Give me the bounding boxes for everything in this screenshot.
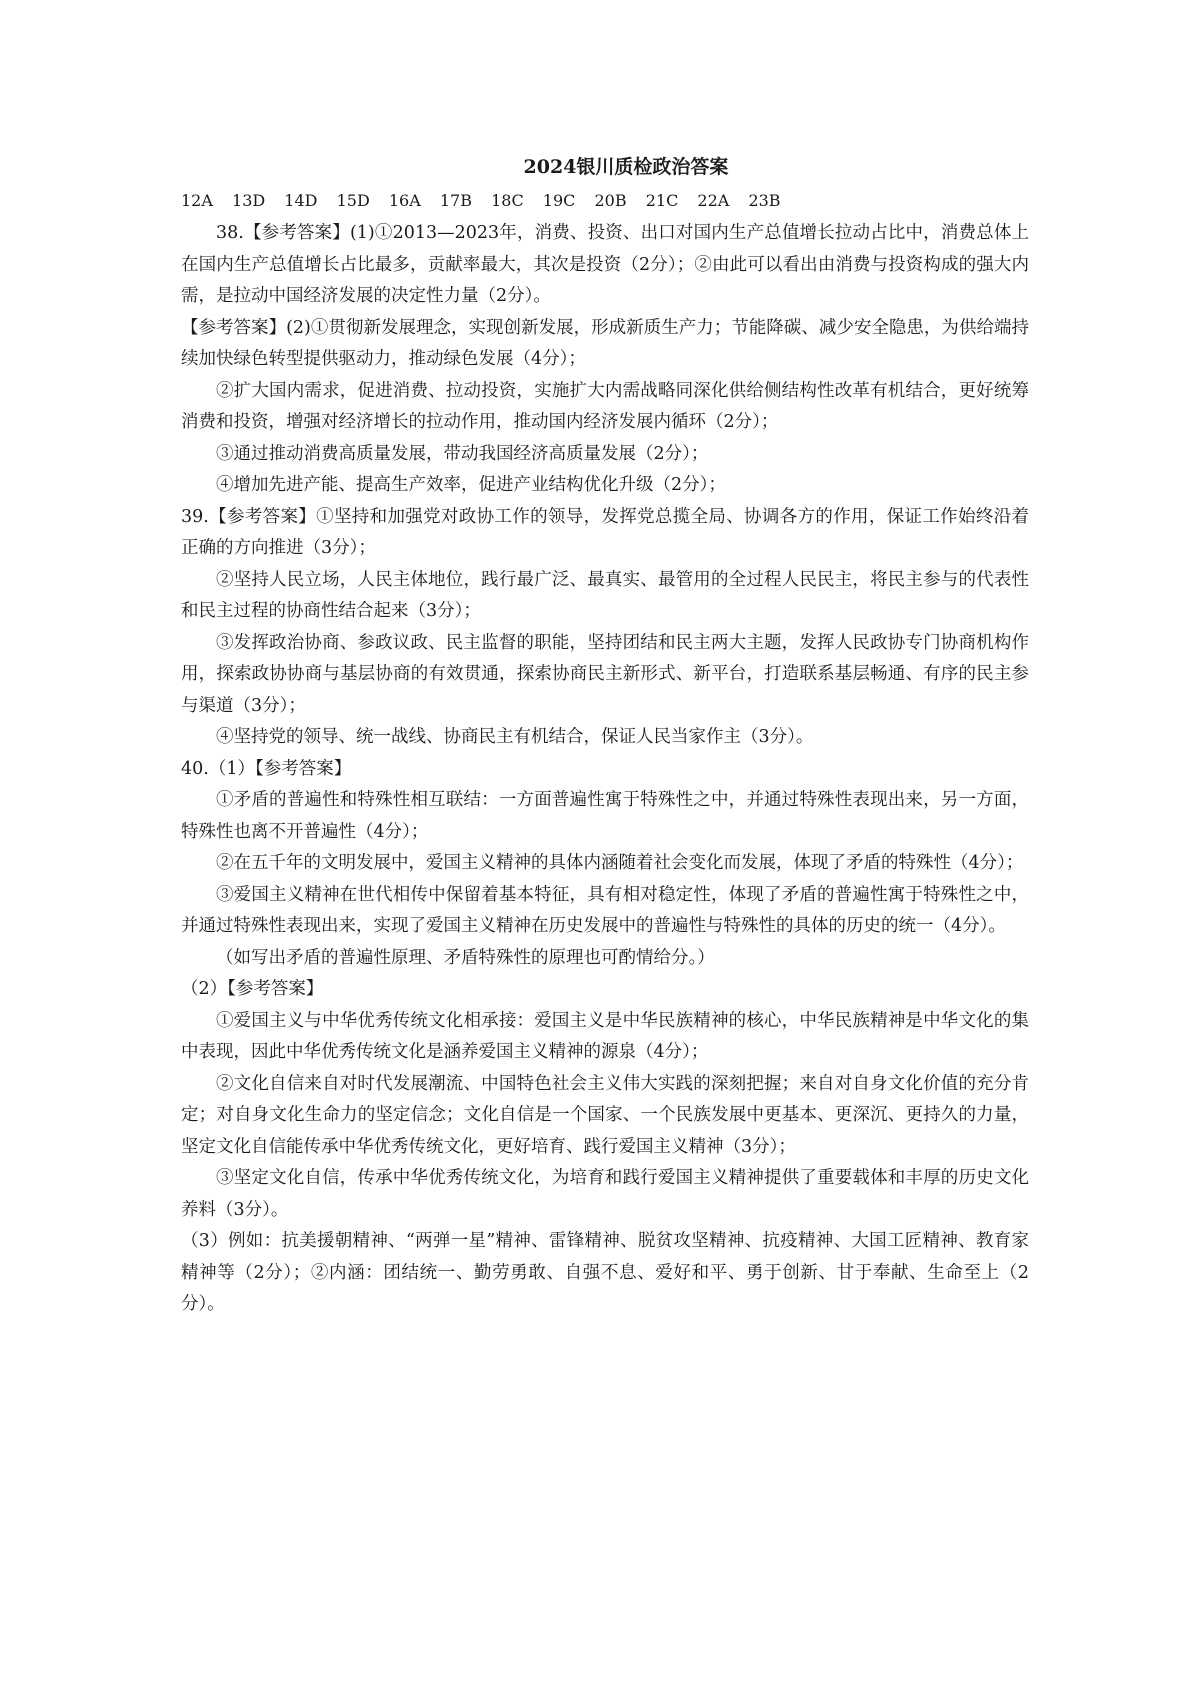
- q39-point3: ③发挥政治协商、参政议政、民主监督的职能，坚持团结和民主两大主题，发挥人民政协专门协商机构作用，探索政协协商与基层协商的有效贯通，探索协商民主新形式、新平台，打造联系基层畅通、有序的民主参与渠道（3分）；: [181, 632, 1029, 716]
- q38-part2-heading: 【参考答案】(2)①贯彻新发展理念，实现创新发展，形成新质生产力；节能降碳、减少安全隐患，为供给端持续加快绿色转型提供驱动力，推动绿色发展（4分）；: [181, 317, 1029, 369]
- mc-answer: 19C: [542, 191, 576, 210]
- q40-part1-point2: ②在五千年的文明发展中，爱国主义精神的具体内涵随着社会变化而发展，体现了矛盾的特殊性（4分）；: [216, 853, 1024, 873]
- q40-part3: （3）例如：抗美援朝精神、“两弹一星”精神、雷锋精神、脱贫攻坚精神、抗疫精神、大国工匠精神、教育家精神等（2分）；②内涵：团结统一、勤劳勇敢、自强不息、爱好和平、勇于创新、甘于奉献、生命至上（2分）。: [181, 1231, 1029, 1314]
- mc-answer: 22A: [697, 191, 730, 210]
- mc-answer: 12A: [181, 191, 213, 210]
- mc-answer: 23B: [748, 191, 781, 210]
- mc-answer: 14D: [284, 191, 318, 210]
- q38-part2-point2: ②扩大国内需求，促进消费、拉动投资，实施扩大内需战略同深化供给侧结构性改革有机结合，更好统筹消费和投资，增强对经济增长的拉动作用，推动国内经济发展内循环（2分）；: [181, 380, 1029, 432]
- q39-point4: ④坚持党的领导、统一战线、协商民主有机结合，保证人民当家作主（3分）。: [216, 727, 814, 747]
- answer-sheet: [181, 150, 1029, 1321]
- q38-part2-point3: ③通过推动消费高质量发展，带动我国经济高质量发展（2分）；: [216, 443, 709, 464]
- page-title: 2024银川质检政治答案: [523, 156, 729, 178]
- mc-answer: 15D: [336, 191, 370, 210]
- q40-part2-point2: ②文化自信来自对时代发展潮流、中国特色社会主义伟大实践的深刻把握；来自对自身文化价值的充分肯定；对自身文化生命力的坚定信念；文化自信是一个国家、一个民族发展中更基本、更深沉、更持久的力量，坚定文化自信能传承中华优秀传统文化，更好培育、践行爱国主义精神（3分）；: [181, 1073, 1029, 1157]
- q39-point2: ②坚持人民立场，人民主体地位，践行最广泛、最真实、最管用的全过程人民民主，将民主参与的代表性和民主过程的协商性结合起来（3分）；: [181, 569, 1029, 621]
- mc-answer: 18C: [491, 191, 524, 210]
- mc-answer: 13D: [232, 191, 266, 210]
- q40-part1-point3: ③爱国主义精神在世代相传中保留着基本特征，具有相对稳定性，体现了矛盾的普遍性寓于特殊性之中，并通过特殊性表现出来，实现了爱国主义精神在历史发展中的普遍性与特殊性的具体的历史的统一（4分）。: [181, 884, 1029, 936]
- q40-part2-point1: ①爱国主义与中华优秀传统文化相承接：爱国主义是中华民族精神的核心，中华民族精神是中华文化的集中表现，因此中华优秀传统文化是涵养爱国主义精神的源泉（4分）；: [181, 1010, 1029, 1062]
- mc-answer: 17B: [439, 191, 472, 210]
- q40-part1-point1: ①矛盾的普遍性和特殊性相互联结：一方面普遍性寓于特殊性之中，并通过特殊性表现出来，另一方面，特殊性也离不开普遍性（4分）；: [181, 790, 1029, 842]
- q38-part1: 38.【参考答案】(1)①2013—2023年，消费、投资、出口对国内生产总值增长拉动占比中，消费总体上在国内生产总值增长占比最多，贡献率最大，其次是投资（2分）；②由此可以看出由消费与投资构成的强大内需，是拉动中国经济发展的决定性力量（2分）。: [181, 223, 1029, 306]
- q39-point1: 39.【参考答案】①坚持和加强党对政协工作的领导，发挥党总揽全局、协调各方的作用，保证工作始终沿着正确的方向推进（3分）；: [181, 506, 1029, 558]
- mc-answer: 16A: [388, 191, 421, 210]
- q38-part2-point4: ④增加先进产能、提高生产效率，促进产业结构优化升级（2分）；: [216, 475, 726, 495]
- q40-part2-point3: ③坚定文化自信，传承中华优秀传统文化，为培育和践行爱国主义精神提供了重要载体和丰厚的历史文化养料（3分）。: [181, 1168, 1029, 1220]
- mc-answer: 20B: [594, 191, 627, 210]
- multiple-choice-answers: [181, 184, 1029, 218]
- q40-part2-heading: （2）【参考答案】: [181, 979, 324, 999]
- q40-part1-heading: 40.（1）【参考答案】: [181, 758, 352, 779]
- q40-part1-note: （如写出矛盾的普遍性原理、矛盾特殊性的原理也可酌情给分。）: [216, 947, 715, 968]
- mc-answer: 21C: [645, 191, 679, 210]
